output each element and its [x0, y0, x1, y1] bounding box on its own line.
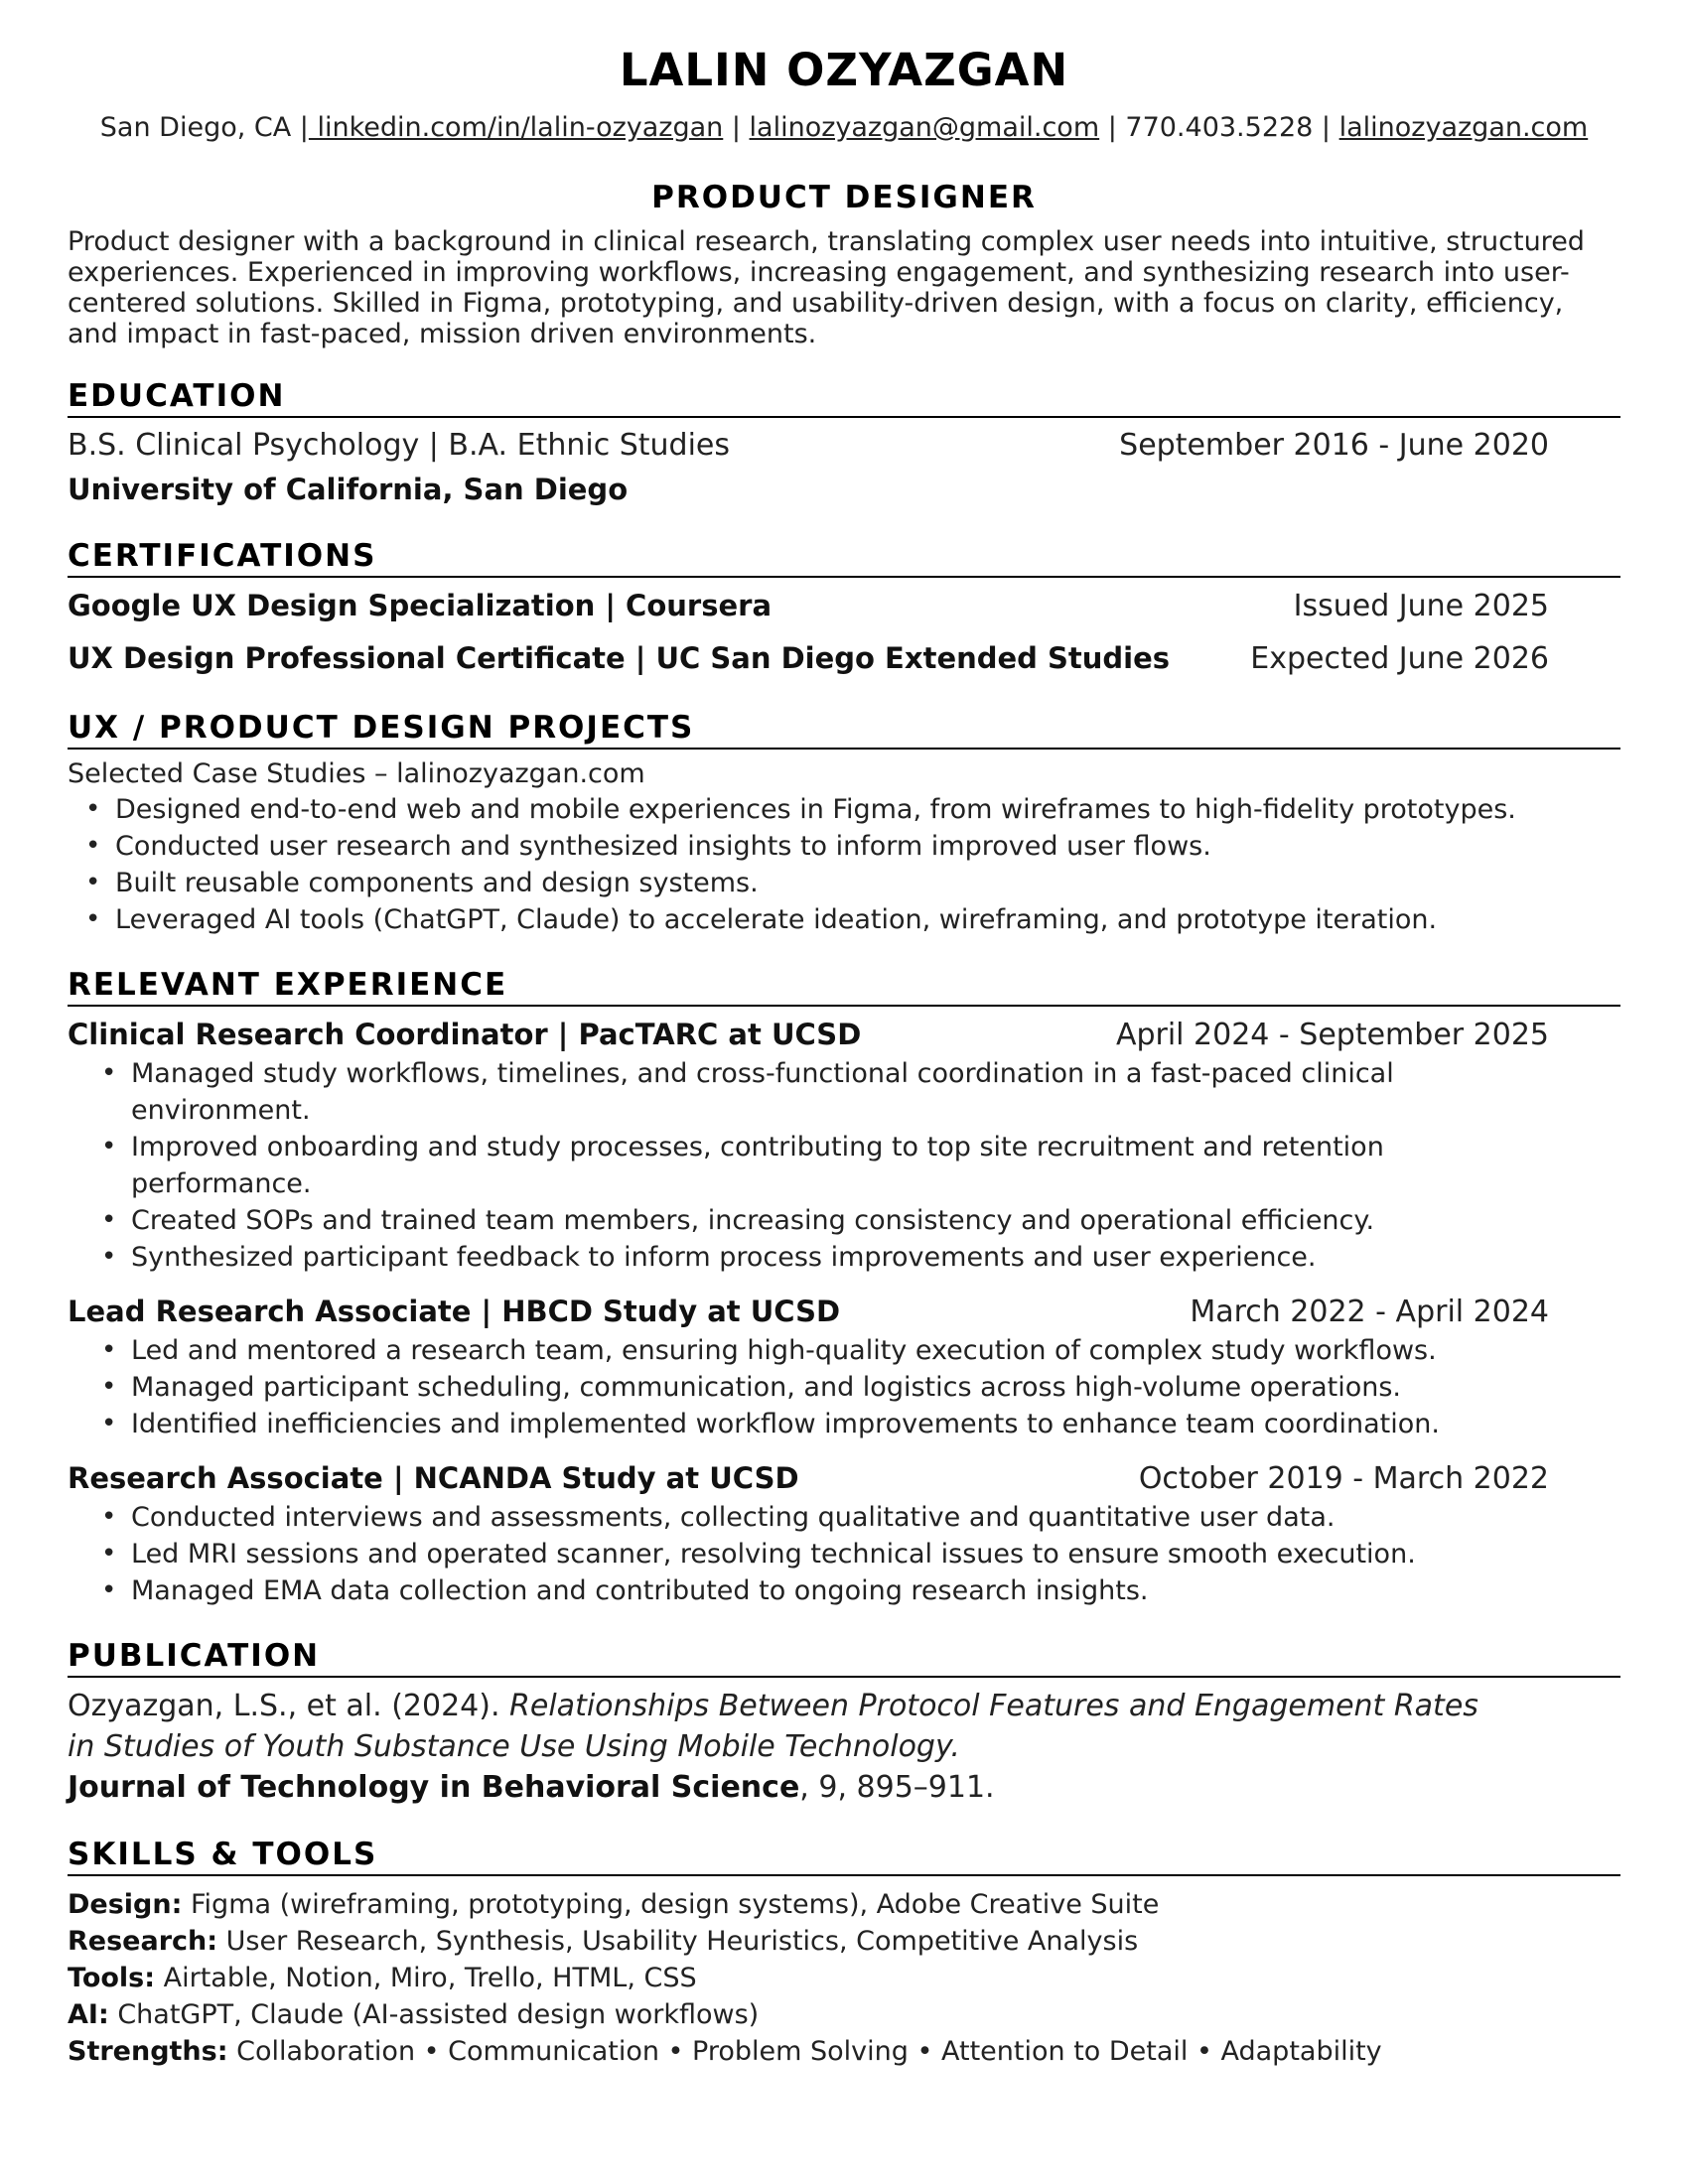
list-item — [68, 865, 1620, 901]
bullet-text: Designed end-to-end web and mobile experiences in Figma, from wireframes to high-fidelity prototypes. — [115, 794, 1516, 825]
publication-journal: Journal of Technology in Behavioral Science — [68, 1770, 800, 1805]
bullet-text: Built reusable components and design systems. — [115, 868, 759, 898]
experience-section — [68, 966, 1620, 1609]
website-link[interactable]: lalinozyazgan.com — [1338, 112, 1589, 143]
bullet-icon: • — [101, 1058, 117, 1088]
skill-line — [68, 1886, 1620, 1923]
list-item — [68, 1239, 1620, 1276]
list-item — [68, 1499, 1620, 1536]
job-title: Lead Research Associate | HBCD Study at UCSD — [68, 1295, 841, 1328]
candidate-name: LALIN OZYAZGAN — [619, 44, 1069, 96]
list-item — [68, 1332, 1620, 1369]
bullet-text: Leveraged AI tools (ChatGPT, Claude) to accelerate ideation, wireframing, and prototype iteration. — [115, 904, 1438, 935]
degree-text: B.S. Clinical Psychology | B.A. Ethnic Studies — [68, 428, 731, 463]
list-item — [68, 1406, 1620, 1442]
certifications-heading: CERTIFICATIONS — [68, 537, 1620, 578]
projects-bullet-list — [68, 791, 1620, 938]
skills-section — [68, 1836, 1620, 2070]
list-item — [68, 1572, 1620, 1609]
bullet-text: Created SOPs and trained team members, increasing consistency and operational efficiency. — [131, 1205, 1375, 1236]
list-item — [68, 1202, 1620, 1239]
skill-label: Research: — [68, 1926, 218, 1957]
job-title: Research Associate | NCANDA Study at UCSD — [68, 1461, 799, 1495]
education-heading: EDUCATION — [68, 377, 1620, 418]
education-dates: September 2016 - June 2020 — [1119, 428, 1549, 463]
certification-title: Google UX Design Specialization | Coursera — [68, 589, 773, 622]
bullet-icon: • — [101, 1132, 117, 1161]
bullet-icon: • — [101, 1575, 117, 1605]
bullet-icon: • — [101, 1409, 117, 1438]
publication-heading: PUBLICATION — [68, 1637, 1620, 1678]
education-section — [68, 377, 1620, 509]
skill-value: Airtable, Notion, Miro, Trello, HTML, CSS — [155, 1963, 697, 1993]
skill-value: Collaboration • Communication • Problem Solving • Attention to Detail • Adaptability — [227, 2036, 1382, 2067]
bullet-text: Synthesized participant feedback to inform process improvements and user experience. — [131, 1242, 1317, 1273]
job-dates: April 2024 - September 2025 — [1115, 1018, 1549, 1052]
bullet-icon: • — [101, 1539, 117, 1569]
publication-title: Relationships Between Protocol Features and Engagement Rates in Studies of Youth Substance Use Using Mobile Technology. — [68, 1689, 1478, 1764]
bullet-icon: • — [101, 1205, 117, 1235]
certification-date: Issued June 2025 — [1293, 589, 1549, 623]
skill-line — [68, 1960, 1620, 1996]
job-dates: March 2022 - April 2024 — [1190, 1295, 1549, 1329]
job-title: Clinical Research Coordinator | PacTARC at UCSD — [68, 1018, 862, 1051]
certification-row — [68, 584, 1620, 628]
email-link[interactable]: lalinozyazgan@gmail.com — [749, 112, 1100, 143]
skill-label: AI: — [68, 1999, 109, 2030]
bullet-text: Led MRI sessions and operated scanner, resolving technical issues to ensure smooth execution. — [131, 1539, 1416, 1570]
list-item — [68, 1129, 1620, 1202]
education-degree-row — [68, 426, 1620, 466]
bullet-text: Led and mentored a research team, ensuring high-quality execution of complex study workflows. — [131, 1335, 1437, 1366]
list-item — [68, 1536, 1620, 1572]
job-header-row — [68, 1458, 1620, 1499]
skill-line — [68, 1923, 1620, 1960]
publication-volume: , 9, 895–911. — [799, 1770, 995, 1805]
school-name: University of California, San Diego — [68, 473, 629, 506]
skill-label: Design: — [68, 1889, 183, 1920]
skill-label: Tools: — [68, 1963, 156, 1993]
bullet-icon: • — [85, 831, 101, 861]
publication-authors: Ozyazgan, L.S., et al. (2024). — [68, 1689, 510, 1723]
job-bullet-list — [68, 1499, 1620, 1609]
bullet-icon: • — [85, 868, 101, 897]
bullet-icon: • — [101, 1502, 117, 1532]
skill-value: ChatGPT, Claude (AI-assisted design workflows) — [108, 1999, 760, 2030]
publication-citation — [68, 1686, 1620, 1808]
experience-heading: RELEVANT EXPERIENCE — [68, 966, 1620, 1007]
skill-line — [68, 1996, 1620, 2033]
publication-section — [68, 1637, 1620, 1808]
skill-line — [68, 2033, 1620, 2070]
certifications-section — [68, 537, 1620, 681]
bullet-icon: • — [85, 904, 101, 934]
job-header-row — [68, 1292, 1620, 1332]
summary-paragraph: Product designer with a background in clinical research, translating complex user needs into intuitive, structured experiences. Experienced in improving workflows, increasing engagement, and synthesizing research into user-centered solutions. Skilled in Figma, prototyping, and usability-driven design, with a focus on clarity, efficiency, and impact in fast-paced, mission driven environments. — [68, 226, 1585, 349]
skill-value: User Research, Synthesis, Usability Heuristics, Competitive Analysis — [217, 1926, 1139, 1957]
certification-title: UX Design Professional Certificate | UC San Diego Extended Studies — [68, 641, 1171, 675]
phone-text: | 770.403.5228 | — [1099, 112, 1339, 143]
bullet-text: Managed participant scheduling, communication, and logistics across high-volume operations. — [131, 1372, 1402, 1403]
job-header-row — [68, 1015, 1620, 1055]
job-bullet-list — [68, 1332, 1620, 1442]
contact-separator: | — [723, 112, 750, 143]
bullet-text: Identified inefficiencies and implemented workflow improvements to enhance team coordination. — [131, 1409, 1440, 1439]
list-item — [68, 828, 1620, 865]
bullet-icon: • — [101, 1242, 117, 1272]
bullet-text: Conducted interviews and assessments, collecting qualitative and quantitative user data. — [131, 1502, 1336, 1533]
location-text: San Diego, CA | — [99, 112, 309, 143]
projects-heading: UX / PRODUCT DESIGN PROJECTS — [68, 709, 1620, 750]
bullet-icon: • — [85, 794, 101, 824]
list-item — [68, 791, 1620, 828]
certification-date: Expected June 2026 — [1250, 641, 1549, 676]
linkedin-link[interactable]: linkedin.com/in/lalin-ozyazgan — [308, 112, 724, 143]
projects-section — [68, 709, 1620, 938]
list-item — [68, 1369, 1620, 1406]
job-bullet-list — [68, 1055, 1620, 1276]
skill-label: Strengths: — [68, 2036, 228, 2067]
bullet-icon: • — [101, 1335, 117, 1365]
skills-heading: SKILLS & TOOLS — [68, 1836, 1620, 1876]
bullet-text: Improved onboarding and study processes, contributing to top site recruitment and retention performance. — [131, 1132, 1384, 1199]
bullet-text: Conducted user research and synthesized insights to inform improved user flows. — [115, 831, 1211, 862]
certification-row — [68, 636, 1620, 681]
list-item — [68, 1055, 1620, 1129]
skills-list — [68, 1886, 1620, 2070]
bullet-text: Managed EMA data collection and contributed to ongoing research insights. — [131, 1575, 1149, 1606]
job-dates: October 2019 - March 2022 — [1138, 1461, 1549, 1496]
education-school-row — [68, 470, 1620, 509]
skill-value: Figma (wireframing, prototyping, design systems), Adobe Creative Suite — [182, 1889, 1160, 1920]
projects-intro: Selected Case Studies – lalinozyazgan.com — [68, 758, 645, 789]
bullet-icon: • — [101, 1372, 117, 1402]
bullet-text: Managed study workflows, timelines, and cross-functional coordination in a fast-paced clinical environment. — [131, 1058, 1394, 1126]
contact-line — [68, 111, 1620, 145]
list-item — [68, 901, 1620, 938]
role-title: PRODUCT DESIGNER — [651, 180, 1037, 215]
